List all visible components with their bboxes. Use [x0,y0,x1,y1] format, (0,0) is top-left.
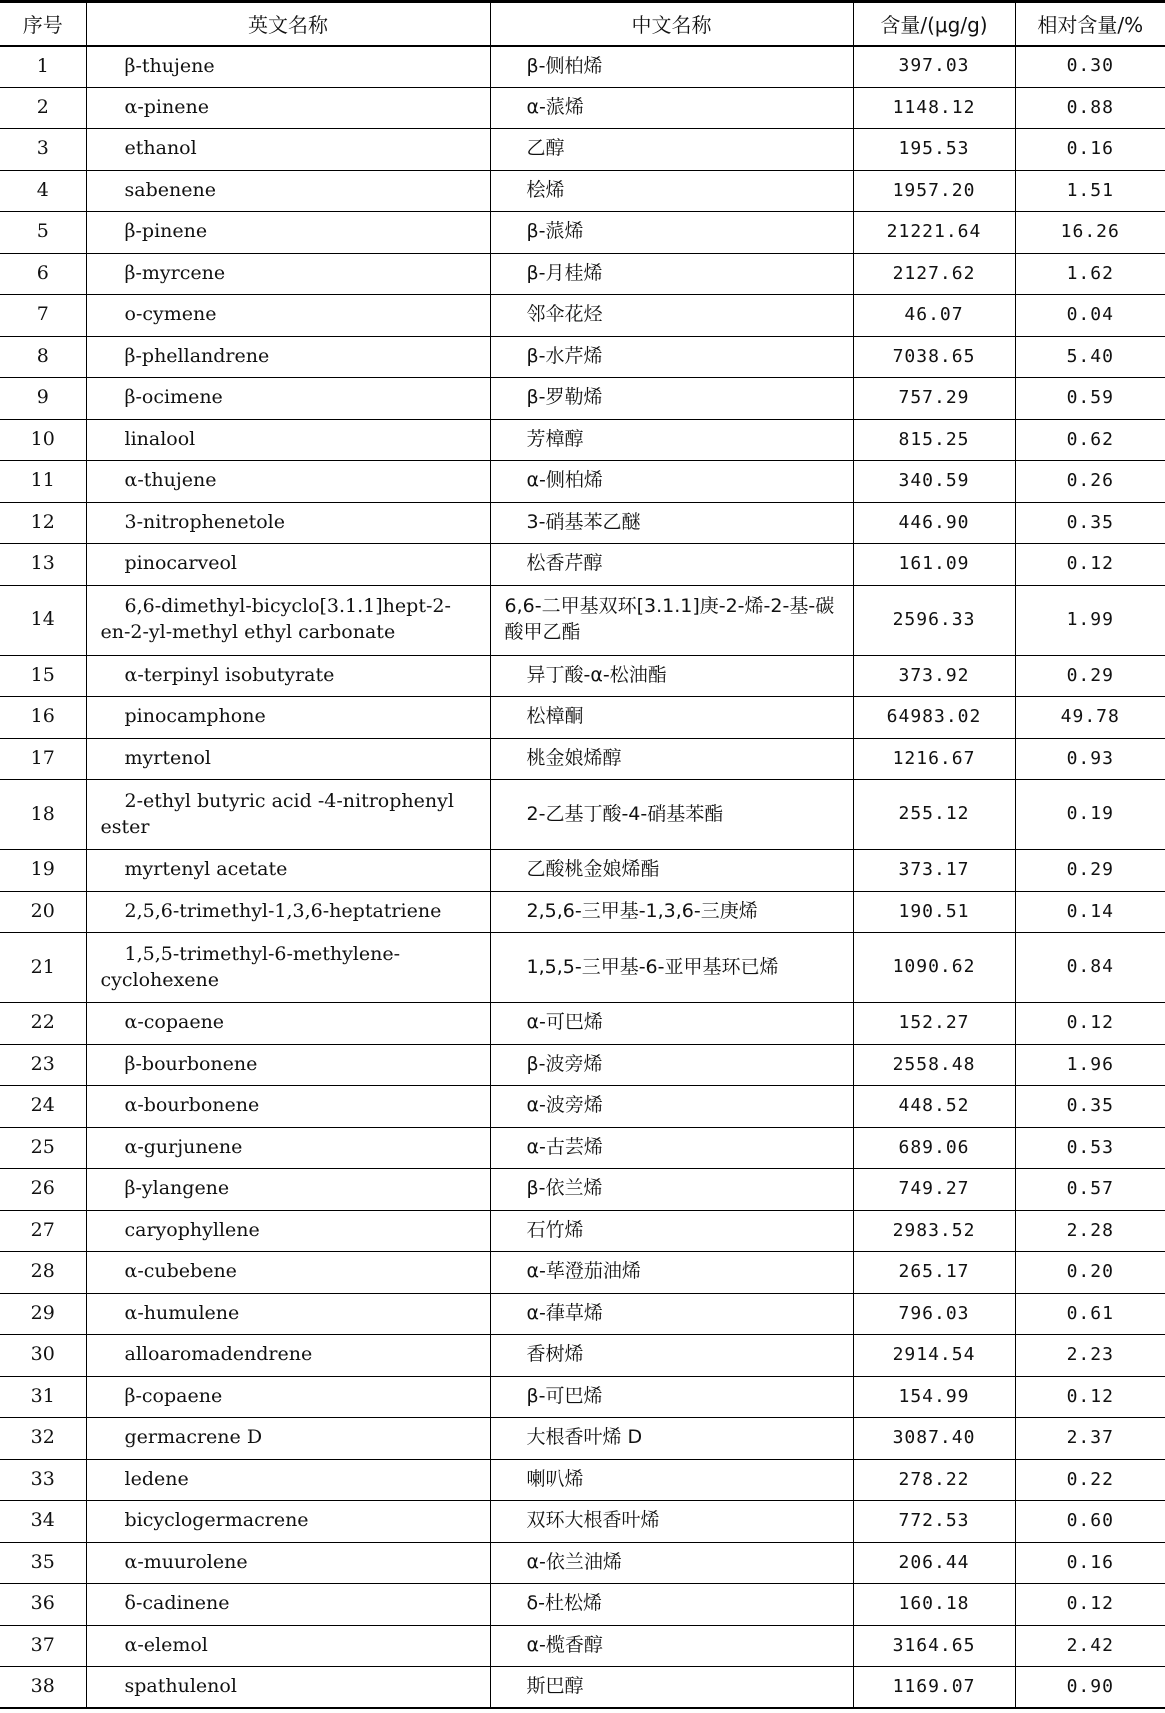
relative-content-cell: 0.93 [1015,738,1165,780]
row-number-cell: 25 [0,1127,86,1169]
relative-content-cell: 0.29 [1015,655,1165,697]
english-name-cell: α-pinene [86,87,490,129]
row-number-cell: 15 [0,655,86,697]
relative-content-cell: 0.12 [1015,544,1165,586]
chinese-name-cell: α-古芸烯 [490,1127,853,1169]
row-number-cell: 14 [0,585,86,655]
chinese-name-cell: α-波旁烯 [490,1086,853,1128]
chinese-name-cell: 6,6-二甲基双环[3.1.1]庚-2-烯-2-基-碳酸甲乙酯 [490,585,853,655]
chinese-name-cell: 双环大根香叶烯 [490,1501,853,1543]
row-number-cell: 3 [0,129,86,171]
relative-content-cell: 2.37 [1015,1418,1165,1460]
english-name-cell: β-pinene [86,212,490,254]
chinese-name-cell: β-罗勒烯 [490,378,853,420]
row-number-cell: 7 [0,295,86,337]
header-relative-content: 相对含量/% [1015,2,1165,46]
relative-content-cell: 0.61 [1015,1293,1165,1335]
row-number-cell: 8 [0,336,86,378]
english-name-cell: myrtenyl acetate [86,850,490,892]
chinese-name-cell: 斯巴醇 [490,1667,853,1709]
chinese-name-cell: β-月桂烯 [490,253,853,295]
chinese-name-cell: β-依兰烯 [490,1169,853,1211]
relative-content-cell: 0.84 [1015,933,1165,1003]
english-name-cell: α-gurjunene [86,1127,490,1169]
row-number-cell: 4 [0,170,86,212]
chinese-name-cell: α-葎草烯 [490,1293,853,1335]
english-name-cell: β-ylangene [86,1169,490,1211]
table-row [0,655,1165,697]
chinese-name-cell: 喇叭烯 [490,1459,853,1501]
row-number-cell: 38 [0,1667,86,1709]
table-row [0,1542,1165,1584]
table-header [0,2,1165,46]
content-cell: 689.06 [853,1127,1015,1169]
header-content: 含量/(μg/g) [853,2,1015,46]
content-cell: 2558.48 [853,1044,1015,1086]
relative-content-cell: 0.14 [1015,891,1165,933]
row-number-cell: 37 [0,1625,86,1667]
content-cell: 195.53 [853,129,1015,171]
relative-content-cell: 1.99 [1015,585,1165,655]
table-row [0,933,1165,1003]
content-cell: 446.90 [853,502,1015,544]
relative-content-cell: 49.78 [1015,697,1165,739]
chinese-name-cell: β-侧柏烯 [490,46,853,88]
chinese-name-cell: 松香芹醇 [490,544,853,586]
content-cell: 749.27 [853,1169,1015,1211]
relative-content-cell: 1.62 [1015,253,1165,295]
row-number-cell: 36 [0,1584,86,1626]
english-name-cell: linalool [86,419,490,461]
row-number-cell: 22 [0,1003,86,1045]
content-cell: 1090.62 [853,933,1015,1003]
relative-content-cell: 0.20 [1015,1252,1165,1294]
row-number-cell: 23 [0,1044,86,1086]
chinese-name-cell: β-波旁烯 [490,1044,853,1086]
chinese-name-cell: 芳樟醇 [490,419,853,461]
relative-content-cell: 0.22 [1015,1459,1165,1501]
table-row [0,129,1165,171]
content-cell: 255.12 [853,780,1015,850]
row-number-cell: 9 [0,378,86,420]
row-number-cell: 28 [0,1252,86,1294]
row-number-cell: 10 [0,419,86,461]
row-number-cell: 17 [0,738,86,780]
table-row [0,1127,1165,1169]
english-name-cell: α-elemol [86,1625,490,1667]
table-row [0,1210,1165,1252]
english-name-cell: β-phellandrene [86,336,490,378]
english-name-cell: 3-nitrophenetole [86,502,490,544]
content-cell: 161.09 [853,544,1015,586]
relative-content-cell: 0.12 [1015,1584,1165,1626]
english-name-cell: δ-cadinene [86,1584,490,1626]
chinese-name-cell: β-蒎烯 [490,212,853,254]
chinese-name-cell: α-榄香醇 [490,1625,853,1667]
english-name-cell: pinocarveol [86,544,490,586]
english-name-cell: β-bourbonene [86,1044,490,1086]
content-cell: 206.44 [853,1542,1015,1584]
english-name-cell: alloaromadendrene [86,1335,490,1377]
english-name-cell: α-thujene [86,461,490,503]
header-row [0,2,1165,46]
chinese-name-cell: 邻伞花烃 [490,295,853,337]
chinese-name-cell: 乙醇 [490,129,853,171]
chinese-name-cell: β-水芹烯 [490,336,853,378]
row-number-cell: 29 [0,1293,86,1335]
content-cell: 373.92 [853,655,1015,697]
relative-content-cell: 1.51 [1015,170,1165,212]
table-row [0,170,1165,212]
row-number-cell: 27 [0,1210,86,1252]
table-row [0,461,1165,503]
row-number-cell: 12 [0,502,86,544]
row-number-cell: 26 [0,1169,86,1211]
row-number-cell: 31 [0,1376,86,1418]
table-row [0,697,1165,739]
content-cell: 190.51 [853,891,1015,933]
content-cell: 1169.07 [853,1667,1015,1709]
table-row [0,1625,1165,1667]
chinese-name-cell: α-依兰油烯 [490,1542,853,1584]
chinese-name-cell: 香树烯 [490,1335,853,1377]
english-name-cell: β-ocimene [86,378,490,420]
content-cell: 160.18 [853,1584,1015,1626]
english-name-cell: α-terpinyl isobutyrate [86,655,490,697]
content-cell: 2983.52 [853,1210,1015,1252]
english-name-cell: caryophyllene [86,1210,490,1252]
content-cell: 796.03 [853,1293,1015,1335]
content-cell: 3087.40 [853,1418,1015,1460]
english-name-cell: β-myrcene [86,253,490,295]
english-name-cell: 6,6-dimethyl-bicyclo[3.1.1]hept-2-en-2-yl-methyl ethyl carbonate [86,585,490,655]
relative-content-cell: 0.30 [1015,46,1165,88]
english-name-cell: α-muurolene [86,1542,490,1584]
row-number-cell: 35 [0,1542,86,1584]
content-cell: 772.53 [853,1501,1015,1543]
content-cell: 46.07 [853,295,1015,337]
english-name-cell: α-bourbonene [86,1086,490,1128]
table-row [0,502,1165,544]
table-row [0,1293,1165,1335]
english-name-cell: myrtenol [86,738,490,780]
content-cell: 3164.65 [853,1625,1015,1667]
content-cell: 2914.54 [853,1335,1015,1377]
chinese-name-cell: 2,5,6-三甲基-1,3,6-三庚烯 [490,891,853,933]
row-number-cell: 19 [0,850,86,892]
chinese-name-cell: δ-杜松烯 [490,1584,853,1626]
chinese-name-cell: 3-硝基苯乙醚 [490,502,853,544]
table-row [0,1252,1165,1294]
chinese-name-cell: α-可巴烯 [490,1003,853,1045]
english-name-cell: ethanol [86,129,490,171]
header-no: 序号 [0,2,86,46]
relative-content-cell: 2.23 [1015,1335,1165,1377]
table-row [0,212,1165,254]
table-row [0,1003,1165,1045]
relative-content-cell: 0.29 [1015,850,1165,892]
content-cell: 154.99 [853,1376,1015,1418]
content-cell: 397.03 [853,46,1015,88]
row-number-cell: 21 [0,933,86,1003]
table-row [0,46,1165,88]
table-row [0,419,1165,461]
chinese-name-cell: 桧烯 [490,170,853,212]
row-number-cell: 6 [0,253,86,295]
relative-content-cell: 0.26 [1015,461,1165,503]
relative-content-cell: 0.16 [1015,129,1165,171]
content-cell: 1148.12 [853,87,1015,129]
chinese-name-cell: 1,5,5-三甲基-6-亚甲基环已烯 [490,933,853,1003]
relative-content-cell: 0.53 [1015,1127,1165,1169]
content-cell: 64983.02 [853,697,1015,739]
row-number-cell: 33 [0,1459,86,1501]
row-number-cell: 30 [0,1335,86,1377]
content-cell: 7038.65 [853,336,1015,378]
chinese-name-cell: 石竹烯 [490,1210,853,1252]
table-row [0,1459,1165,1501]
english-name-cell: o-cymene [86,295,490,337]
content-cell: 815.25 [853,419,1015,461]
table-row [0,1044,1165,1086]
table-row [0,1418,1165,1460]
table-row [0,780,1165,850]
table-row [0,87,1165,129]
relative-content-cell: 0.35 [1015,502,1165,544]
english-name-cell: α-humulene [86,1293,490,1335]
table-row [0,738,1165,780]
relative-content-cell: 0.57 [1015,1169,1165,1211]
english-name-cell: α-cubebene [86,1252,490,1294]
content-cell: 278.22 [853,1459,1015,1501]
row-number-cell: 32 [0,1418,86,1460]
table-row [0,850,1165,892]
row-number-cell: 5 [0,212,86,254]
content-cell: 265.17 [853,1252,1015,1294]
chinese-name-cell: 大根香叶烯 D [490,1418,853,1460]
english-name-cell: spathulenol [86,1667,490,1709]
english-name-cell: ledene [86,1459,490,1501]
table-row [0,1667,1165,1709]
relative-content-cell: 0.12 [1015,1003,1165,1045]
row-number-cell: 34 [0,1501,86,1543]
row-number-cell: 2 [0,87,86,129]
chinese-name-cell: β-可巴烯 [490,1376,853,1418]
chinese-name-cell: α-蒎烯 [490,87,853,129]
english-name-cell: α-copaene [86,1003,490,1045]
row-number-cell: 16 [0,697,86,739]
row-number-cell: 20 [0,891,86,933]
row-number-cell: 24 [0,1086,86,1128]
table-row [0,295,1165,337]
table-row [0,891,1165,933]
english-name-cell: sabenene [86,170,490,212]
content-cell: 1216.67 [853,738,1015,780]
content-cell: 757.29 [853,378,1015,420]
table-row [0,1086,1165,1128]
content-cell: 340.59 [853,461,1015,503]
chinese-name-cell: α-侧柏烯 [490,461,853,503]
content-cell: 2596.33 [853,585,1015,655]
row-number-cell: 13 [0,544,86,586]
table-row [0,378,1165,420]
english-name-cell: pinocamphone [86,697,490,739]
relative-content-cell: 0.16 [1015,1542,1165,1584]
relative-content-cell: 1.96 [1015,1044,1165,1086]
table-row [0,1584,1165,1626]
chinese-name-cell: 桃金娘烯醇 [490,738,853,780]
english-name-cell: 1,5,5-trimethyl-6-methylene-cyclohexene [86,933,490,1003]
table-row [0,585,1165,655]
chinese-name-cell: α-荜澄茄油烯 [490,1252,853,1294]
table-row [0,544,1165,586]
table-row [0,1169,1165,1211]
chinese-name-cell: 2-乙基丁酸-4-硝基苯酯 [490,780,853,850]
header-chinese-name: 中文名称 [490,2,853,46]
english-name-cell: germacrene D [86,1418,490,1460]
relative-content-cell: 0.04 [1015,295,1165,337]
table-body [0,46,1165,1709]
table-row [0,253,1165,295]
table-row [0,336,1165,378]
relative-content-cell: 16.26 [1015,212,1165,254]
relative-content-cell: 0.12 [1015,1376,1165,1418]
relative-content-cell: 0.62 [1015,419,1165,461]
relative-content-cell: 0.35 [1015,1086,1165,1128]
table-row [0,1376,1165,1418]
content-cell: 373.17 [853,850,1015,892]
chinese-name-cell: 乙酸桃金娘烯酯 [490,850,853,892]
relative-content-cell: 0.19 [1015,780,1165,850]
relative-content-cell: 5.40 [1015,336,1165,378]
row-number-cell: 1 [0,46,86,88]
row-number-cell: 18 [0,780,86,850]
chinese-name-cell: 松樟酮 [490,697,853,739]
relative-content-cell: 0.60 [1015,1501,1165,1543]
content-cell: 1957.20 [853,170,1015,212]
relative-content-cell: 2.42 [1015,1625,1165,1667]
english-name-cell: β-thujene [86,46,490,88]
english-name-cell: bicyclogermacrene [86,1501,490,1543]
header-english-name: 英文名称 [86,2,490,46]
row-number-cell: 11 [0,461,86,503]
english-name-cell: β-copaene [86,1376,490,1418]
relative-content-cell: 2.28 [1015,1210,1165,1252]
content-cell: 152.27 [853,1003,1015,1045]
content-cell: 448.52 [853,1086,1015,1128]
relative-content-cell: 0.88 [1015,87,1165,129]
chinese-name-cell: 异丁酸-α-松油酯 [490,655,853,697]
english-name-cell: 2-ethyl butyric acid -4-nitrophenyl ester [86,780,490,850]
relative-content-cell: 0.90 [1015,1667,1165,1709]
english-name-cell: 2,5,6-trimethyl-1,3,6-heptatriene [86,891,490,933]
table-row [0,1335,1165,1377]
table-row [0,1501,1165,1543]
content-cell: 2127.62 [853,253,1015,295]
relative-content-cell: 0.59 [1015,378,1165,420]
content-cell: 21221.64 [853,212,1015,254]
